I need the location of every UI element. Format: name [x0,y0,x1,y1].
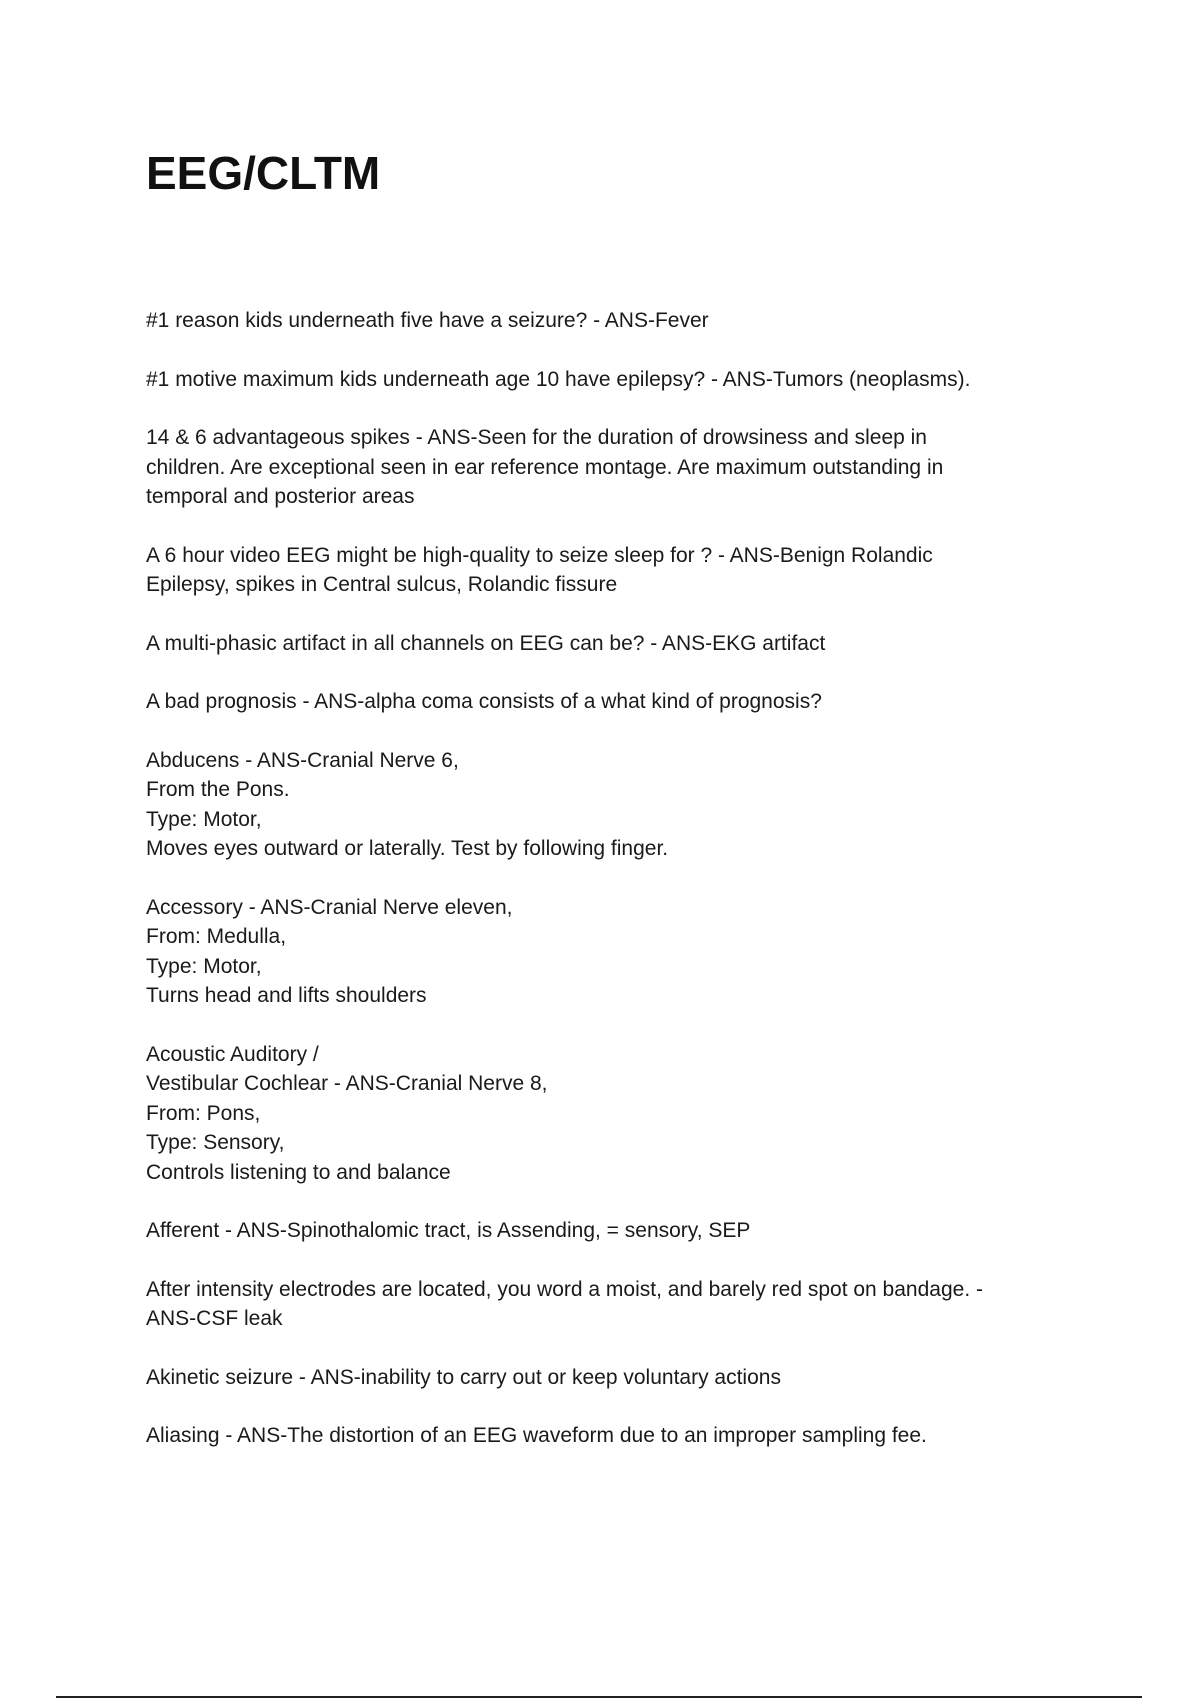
qa-entry [146,893,1046,1011]
qa-entry-line: Aliasing - ANS-The distortion of an EEG waveform due to an improper sampling fee. [146,1424,927,1447]
qa-entry [146,1275,1046,1334]
qa-entry [146,541,1046,600]
qa-entry-line: #1 motive maximum kids underneath age 10 have epilepsy? - ANS-Tumors (neoplasms). [146,367,971,391]
qa-entry-line: Akinetic seizure - ANS-inability to carry out or keep voluntary actions [146,1365,781,1389]
qa-entry [146,423,1046,512]
qa-entry-line: Abducens - ANS-Cranial Nerve 6, [146,748,459,772]
qa-entry [146,687,1046,717]
qa-entry-line: ANS-CSF leak [146,1307,283,1330]
qa-entry-line: Moves eyes outward or laterally. Test by following finger. [146,837,669,860]
qa-entry-line: A 6 hour video EEG might be high-quality to seize sleep for ? - ANS-Benign Rolandic [146,543,933,567]
page-title: EEG/CLTM [146,147,381,199]
qa-entry-line: Vestibular Cochlear - ANS-Cranial Nerve 8, [146,1072,548,1095]
qa-entry-line: children. Are exceptional seen in ear reference montage. Are maximum outstanding in [146,455,944,479]
qa-entry-line: Type: Motor, [146,954,262,978]
qa-entry-line: Type: Sensory, [146,1131,285,1154]
qa-entry [146,746,1046,864]
qa-entry-list [146,306,1046,1480]
qa-entry-line: Turns head and lifts shoulders [146,984,427,1007]
qa-entry-line: A multi-phasic artifact in all channels on EEG can be? - ANS-EKG artifact [146,631,826,655]
qa-entry-line: From: Pons, [146,1101,261,1125]
qa-entry [146,306,1046,336]
qa-entry-line: A bad prognosis - ANS-alpha coma consists of a what kind of prognosis? [146,690,822,713]
qa-entry [146,1363,1046,1393]
qa-entry-line: From the Pons. [146,778,290,801]
qa-entry-line: 14 & 6 advantageous spikes - ANS-Seen for the duration of drowsiness and sleep in [146,426,927,449]
qa-entry-line: Afferent - ANS-Spinothalomic tract, is Assending, = sensory, SEP [146,1219,751,1242]
qa-entry-line: temporal and posterior areas [146,485,415,508]
qa-entry-line: #1 reason kids underneath five have a seizure? - ANS-Fever [146,309,709,332]
qa-entry-line: Epilepsy, spikes in Central sulcus, Rolandic fissure [146,573,618,596]
qa-entry-line: After intensity electrodes are located, you word a moist, and barely red spot on bandage. - [146,1277,983,1301]
qa-entry [146,629,1046,659]
qa-entry-line: Controls listening to and balance [146,1160,451,1184]
footer-divider [56,1696,1142,1698]
qa-entry-line: From: Medulla, [146,925,287,948]
qa-entry [146,365,1046,395]
qa-entry [146,1421,1046,1451]
qa-entry [146,1040,1046,1188]
qa-entry-line: Acoustic Auditory / [146,1042,319,1066]
qa-entry-line: Type: Motor, [146,807,262,831]
qa-entry [146,1216,1046,1246]
qa-entry-line: Accessory - ANS-Cranial Nerve eleven, [146,895,513,919]
